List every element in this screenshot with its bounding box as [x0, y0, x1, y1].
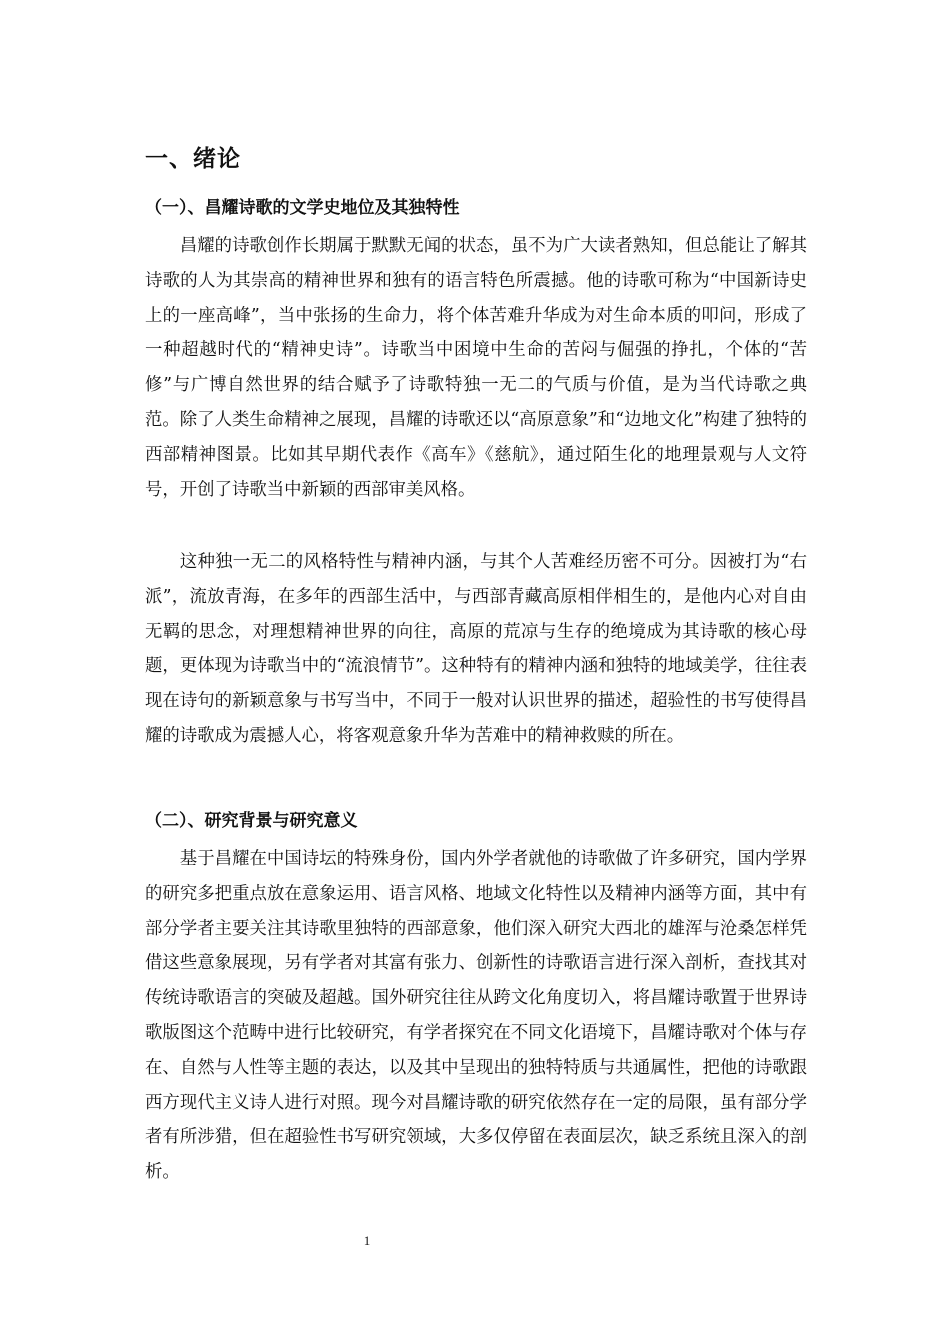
paragraph-2: 这种独一无二的风格特性与精神内涵，与其个人苦难经历密不可分。因被打为“右派”，流放青海，在多年的西部生活中，与西部青藏高原相伴相生的，是他内心对自由无羁的思念，对理想精神世界的向往，高原的荒凉与生存的绝境成为其诗歌的核心母题，更体现为诗歌当中的“流浪情节”。这种特有的精神内涵和独特的地域美学，往往表现在诗句的新颖意象与书写当中，不同于一般对认识世界的描述，超验性的书写使得昌耀的诗歌成为震撼人心，将客观意象升华为苦难中的精神救赎的所在。 [145, 552, 807, 746]
paragraph-1: 昌耀的诗歌创作长期属于默默无闻的状态，虽不为广大读者熟知，但总能让了解其诗歌的人为其崇高的精神世界和独有的语言特色所震撼。他的诗歌可称为“中国新诗史上的一座高峰”，当中张扬的生命力，将个体苦难升华成为对生命本质的叩问，形成了一种超越时代的“精神史诗”。诗歌当中困境中生命的苦闷与倔强的挣扎，个体的“苦修”与广博自然世界的结合赋予了诗歌特独一无二的气质与价值，是为当代诗歌之典范。除了人类生命精神之展现，昌耀的诗歌还以“高原意象”和“边地文化”构建了独特的西部精神图景。比如其早期代表作《高车》《慈航》，通过陌生化的地理景观与人文符号，开创了诗歌当中新颖的西部审美风格。 [145, 236, 807, 500]
chapter-heading: 一、绪论 [145, 146, 241, 172]
page-number: 1 [363, 1233, 371, 1248]
section-title-2: （二）、研究背景与研究意义 [145, 811, 358, 831]
section-title-1: （一）、昌耀诗歌的文学史地位及其独特性 [145, 198, 460, 218]
paragraph-3: 基于昌耀在中国诗坛的特殊身份，国内外学者就他的诗歌做了许多研究，国内学界的研究多把重点放在意象运用、语言风格、地域文化特性以及精神内涵等方面，其中有部分学者主要关注其诗歌里独特的西部意象，他们深入研究大西北的雄浑与沧桑怎样凭借这些意象展现，另有学者对其富有张力、创新性的诗歌语言进行深入剖析，查找其对传统诗歌语言的突破及超越。国外研究往往从跨文化角度切入，将昌耀诗歌置于世界诗歌版图这个范畴中进行比较研究，有学者探究在不同文化语境下，昌耀诗歌对个体与存在、自然与人性等主题的表达，以及其中呈现出的独特特质与共通属性，把他的诗歌跟西方现代主义诗人进行对照。现今对昌耀诗歌的研究依然存在一定的局限，虽有部分学者有所涉猎，但在超验性书写研究领域，大多仅停留在表面层次，缺乏系统且深入的剖析。 [145, 849, 807, 1183]
